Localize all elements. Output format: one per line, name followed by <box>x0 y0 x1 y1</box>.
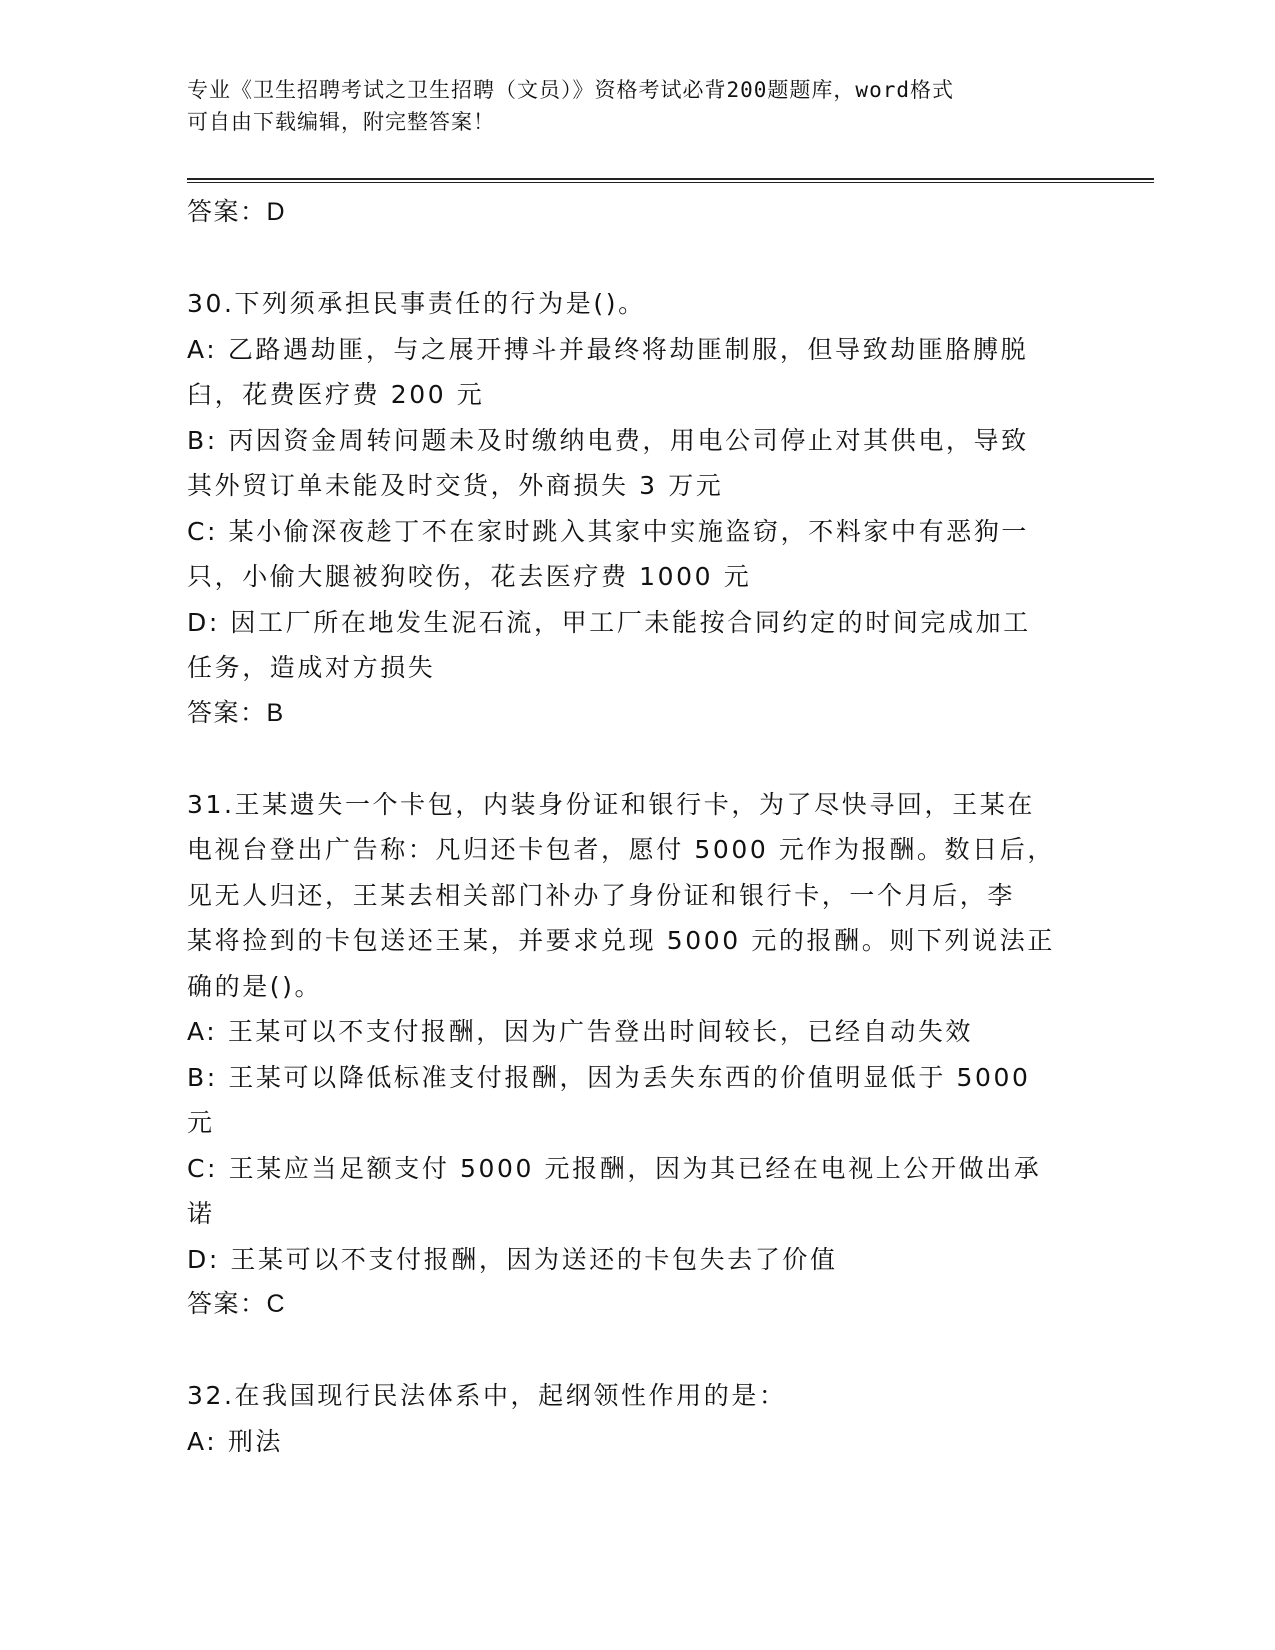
question-30 <box>187 281 1077 736</box>
option-d: D: 因工厂所在地发生泥石流，甲工厂未能按合同约定的时间完成加工 <box>187 607 1031 637</box>
option-b: B: 丙因资金周转问题未及时缴纳电费，用电公司停止对其供电，导致 <box>187 425 1029 455</box>
question-32 <box>187 1373 1077 1464</box>
option-a: A: 乙路遇劫匪，与之展开搏斗并最终将劫匪制服，但导致劫匪胳膊脱 <box>187 334 1029 364</box>
document-body <box>187 190 1077 1464</box>
option-b: B: 王某可以降低标准支付报酬，因为丢失东西的价值明显低于 5000 <box>187 1062 1031 1092</box>
header-title-line-1: 专业《卫生招聘考试之卫生招聘（文员）》资格考试必背200题题库，word格式 <box>187 78 954 102</box>
spacer <box>187 736 1077 782</box>
document-header <box>187 74 1087 138</box>
spacer <box>187 236 1077 282</box>
option-c-cont: 只，小偷大腿被狗咬伤，花去医疗费 1000 元 <box>187 562 752 591</box>
option-d: D: 王某可以不支付报酬，因为送还的卡包失去了价值 <box>187 1244 838 1274</box>
question-stem-cont: 见无人归还，王某去相关部门补办了身份证和银行卡，一个月后，李 <box>187 880 1016 910</box>
question-31 <box>187 782 1077 1328</box>
option-a: A: 王某可以不支付报酬，因为广告登出时间较长，已经自动失效 <box>187 1017 974 1046</box>
answer-q31: 答案：C <box>187 1290 287 1318</box>
option-c-cont: 诺 <box>187 1199 215 1228</box>
header-divider-thin <box>187 182 1154 183</box>
option-d-cont: 任务，造成对方损失 <box>187 653 436 682</box>
question-stem-cont: 确的是()。 <box>187 971 323 1001</box>
header-title-line-2: 可自由下载编辑，附完整答案！ <box>187 110 495 134</box>
option-c: C: 王某应当足额支付 5000 元报酬，因为其已经在电视上公开做出承 <box>187 1153 1042 1183</box>
spacer <box>187 1328 1077 1374</box>
question-stem: 30.下列须承担民事责任的行为是()。 <box>187 289 646 318</box>
answer-q29: 答案：D <box>187 198 287 226</box>
option-b-cont: 元 <box>187 1108 215 1137</box>
option-a-cont: 臼，花费医疗费 200 元 <box>187 380 485 409</box>
answer-q30: 答案：B <box>187 698 285 727</box>
question-stem-cont: 电视台登出广告称：凡归还卡包者，愿付 5000 元作为报酬。数日后， <box>187 835 1055 864</box>
option-b-cont: 其外贸订单未能及时交货，外商损失 3 万元 <box>187 471 724 500</box>
question-stem: 31.王某遗失一个卡包，内装身份证和银行卡，为了尽快寻回，王某在 <box>187 789 1035 819</box>
question-stem-cont: 某将捡到的卡包送还王某，并要求兑现 5000 元的报酬。则下列说法正 <box>187 926 1055 955</box>
header-divider-thick <box>187 178 1154 180</box>
option-a: A: 刑法 <box>187 1426 284 1456</box>
option-c: C: 某小偷深夜趁丁不在家时跳入其家中实施盗窃，不料家中有恶狗一 <box>187 516 1030 546</box>
question-stem: 32.在我国现行民法体系中，起纲领性作用的是： <box>187 1381 787 1410</box>
